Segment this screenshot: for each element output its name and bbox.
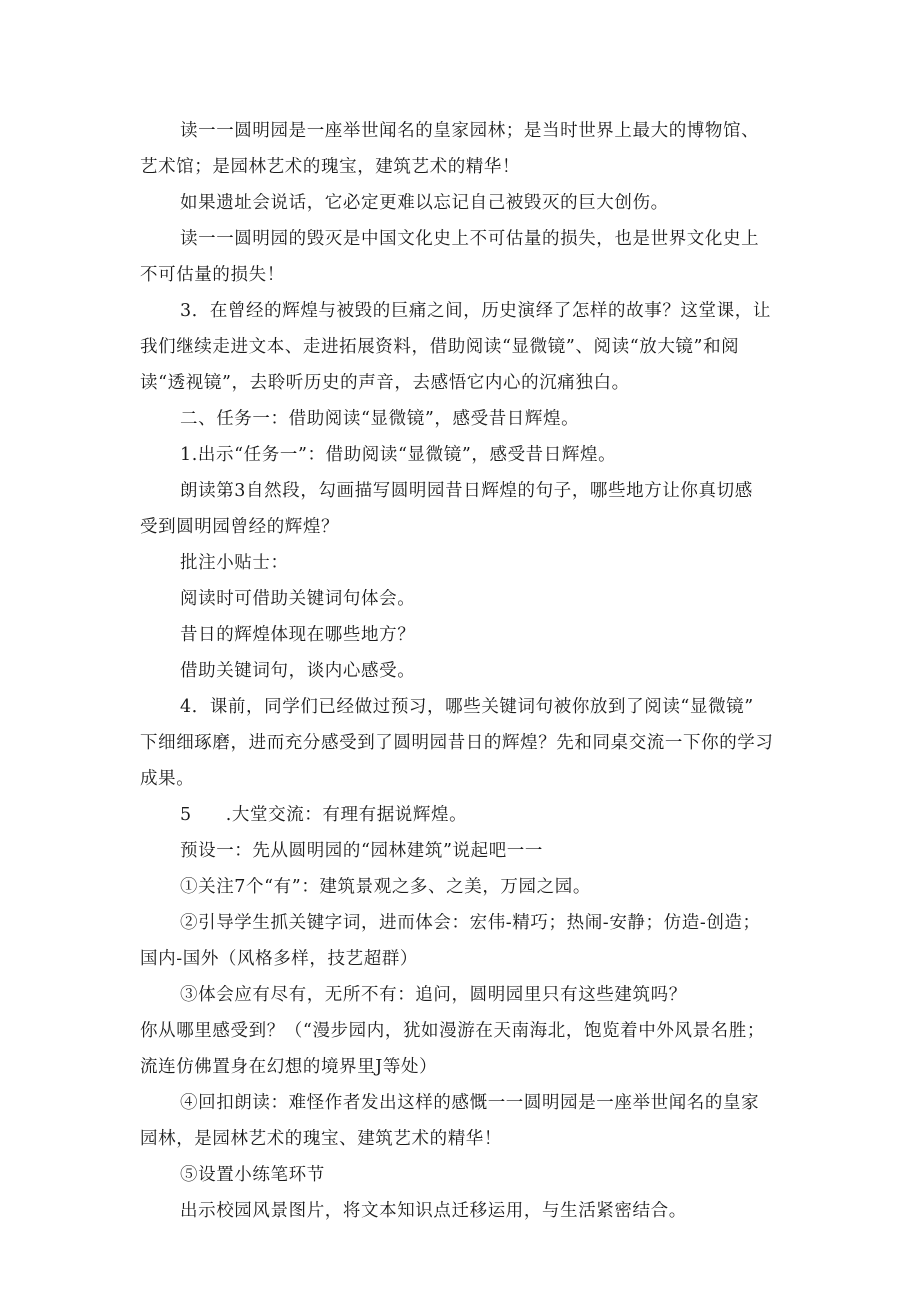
text-line: 昔日的辉煌体现在哪些地方？ — [180, 625, 416, 645]
text-line: 园林，是园林艺术的瑰宝、建筑艺术的精华！ — [140, 1129, 502, 1149]
text-line: 流连仿佛置身在幻想的境界里J等处） — [140, 1057, 438, 1077]
text-line: 朗读第3自然段，勾画描写圆明园昔日辉煌的句子，哪些地方让你真切感 — [180, 481, 753, 501]
text-line: 读一一圆明园的毁灭是中国文化史上不可估量的损失，也是世界文化史上 — [180, 229, 760, 249]
text-line: 国内-国外（风格多样，技艺超群） — [140, 949, 419, 969]
text-line: 如果遗址会说话，它必定更难以忘记自己被毁灭的巨大创伤。 — [180, 193, 669, 213]
text-line: 艺术馆；是园林艺术的瑰宝，建筑艺术的精华！ — [140, 157, 521, 177]
item-number: 5 — [180, 805, 192, 825]
text-line: ④回扣朗读：难怪作者发出这样的感慨一一圆明园是一座举世闻名的皇家 — [180, 1093, 760, 1113]
text-line: 1.出示“任务一”：借助阅读“显微镜”，感受昔日辉煌。 — [180, 445, 617, 465]
text-line: ②引导学生抓关键字词，进而体会：宏伟-精巧；热闹-安静；仿造-创造； — [180, 913, 761, 933]
text-line: 出示校园风景图片，将文本知识点迁移运用，与生活紧密结合。 — [180, 1201, 687, 1221]
text-line: 你从哪里感受到？（“漫步园内，犹如漫游在天南海北，饱览着中外风景名胜； — [140, 1021, 765, 1041]
text-line: 成果。 — [140, 769, 195, 789]
text-line: ⑤设置小练笔环节 — [180, 1165, 325, 1185]
text-line: 下细细琢磨，进而充分感受到了圆明园昔日的辉煌？先和同桌交流一下你的学习 — [140, 733, 774, 753]
text-line: 我们继续走进文本、走进拓展资料，借助阅读“显微镜”、阅读“放大镜”和阅 — [140, 337, 740, 357]
text-line: ③体会应有尽有，无所不有：追问，圆明园里只有这些建筑吗？ — [180, 985, 687, 1005]
text-line: 借助关键词句，谈内心感受。 — [180, 661, 416, 681]
text-line: 读一一圆明园是一座举世闻名的皇家园林；是当时世界上最大的博物馆、 — [180, 121, 760, 141]
text-line: 4．课前，同学们已经做过预习，哪些关键词句被你放到了阅读“显微镜” — [180, 697, 754, 717]
section-heading: 二、任务一：借助阅读“显微镜”，感受昔日辉煌。 — [180, 409, 580, 429]
text-line: 读“透视镜”，去聆听历史的声音，去感悟它内心的沉痛独白。 — [140, 373, 630, 393]
text-line: 不可估量的损失！ — [140, 265, 285, 285]
text-line: 预设一：先从圆明园的“园林建筑”说起吧一一 — [180, 841, 543, 861]
text-line: 受到圆明园曾经的辉煌？ — [140, 517, 340, 537]
text-line — [180, 803, 467, 827]
text-line: ①关注7个“有”：建筑景观之多、之美，万园之园。 — [180, 877, 591, 897]
item-text: .大堂交流：有理有据说辉煌。 — [225, 805, 468, 825]
text-line: 批注小贴士： — [180, 553, 289, 573]
text-line: 阅读时可借助关键词句体会。 — [180, 589, 416, 609]
text-line: 3．在曾经的辉煌与被毁的巨痛之间，历史演绎了怎样的故事？这堂课，让 — [180, 301, 771, 321]
